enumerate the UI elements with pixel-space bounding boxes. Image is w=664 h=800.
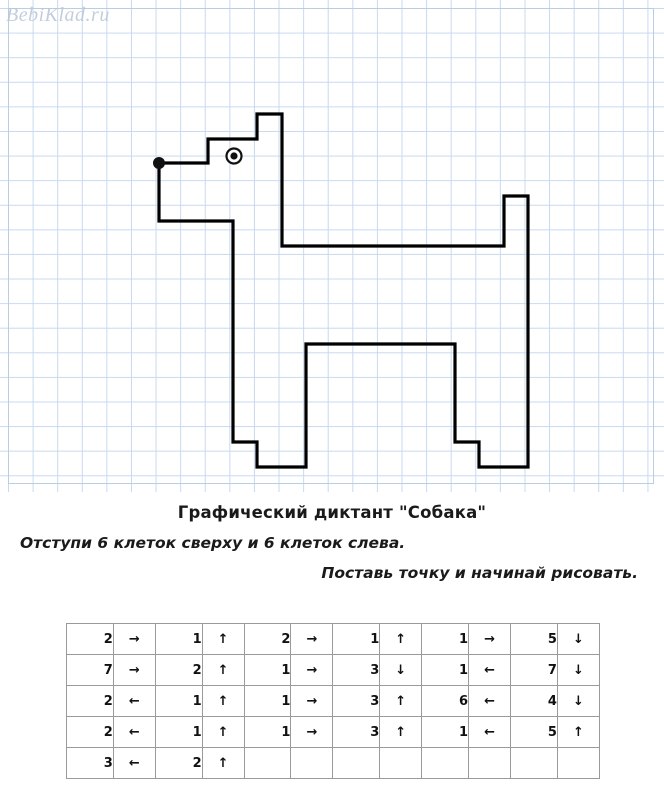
- step-count-cell: 5: [511, 624, 558, 655]
- arrow-down-icon: ↓: [557, 686, 599, 717]
- arrow-up-icon: ↑: [202, 655, 244, 686]
- empty-cell: [469, 748, 511, 779]
- step-count-cell: 4: [511, 686, 558, 717]
- step-count-cell: 3: [333, 655, 380, 686]
- table-row: [67, 624, 600, 655]
- empty-cell: [422, 748, 469, 779]
- step-count-cell: 3: [67, 748, 114, 779]
- step-count-cell: 1: [155, 624, 202, 655]
- arrow-left-icon: ←: [469, 686, 511, 717]
- step-count-cell: 3: [333, 717, 380, 748]
- empty-cell: [557, 748, 599, 779]
- arrow-left-icon: ←: [113, 686, 155, 717]
- table-row: [67, 686, 600, 717]
- step-count-cell: 1: [155, 686, 202, 717]
- step-count-cell: 1: [155, 717, 202, 748]
- arrow-left-icon: ←: [469, 717, 511, 748]
- eye-pupil: [230, 152, 237, 159]
- watermark-label: BebiKlad.ru: [6, 4, 110, 26]
- arrow-up-icon: ↑: [202, 717, 244, 748]
- step-count-cell: 2: [67, 717, 114, 748]
- step-count-cell: 3: [333, 686, 380, 717]
- table-row: [67, 655, 600, 686]
- steps-table-container: [66, 623, 600, 779]
- table-row: [67, 717, 600, 748]
- step-count-cell: 1: [422, 655, 469, 686]
- caption-block: [0, 495, 664, 582]
- step-count-cell: 2: [155, 655, 202, 686]
- step-count-cell: 1: [244, 717, 291, 748]
- empty-cell: [380, 748, 422, 779]
- arrow-down-icon: ↓: [557, 655, 599, 686]
- step-count-cell: 1: [422, 717, 469, 748]
- arrow-up-icon: ↑: [380, 624, 422, 655]
- arrow-right-icon: →: [291, 655, 333, 686]
- step-count-cell: 7: [67, 655, 114, 686]
- arrow-left-icon: ←: [113, 717, 155, 748]
- step-count-cell: 2: [67, 624, 114, 655]
- step-count-cell: 1: [244, 686, 291, 717]
- step-count-cell: 2: [67, 686, 114, 717]
- dictation-steps-table: [66, 623, 600, 779]
- dog-outline-path: [159, 114, 528, 467]
- arrow-right-icon: →: [291, 624, 333, 655]
- arrow-right-icon: →: [291, 686, 333, 717]
- empty-cell: [333, 748, 380, 779]
- step-count-cell: 2: [155, 748, 202, 779]
- arrow-down-icon: ↓: [380, 655, 422, 686]
- start-point-dot: [153, 157, 165, 169]
- empty-cell: [244, 748, 291, 779]
- step-count-cell: 1: [422, 624, 469, 655]
- arrow-up-icon: ↑: [202, 686, 244, 717]
- arrow-left-icon: ←: [469, 655, 511, 686]
- arrow-down-icon: ↓: [557, 624, 599, 655]
- arrow-right-icon: →: [113, 624, 155, 655]
- step-count-cell: 6: [422, 686, 469, 717]
- empty-cell: [291, 748, 333, 779]
- arrow-up-icon: ↑: [202, 624, 244, 655]
- table-row: [67, 748, 600, 779]
- arrow-up-icon: ↑: [557, 717, 599, 748]
- empty-cell: [511, 748, 558, 779]
- instruction-line-1: Отступи 6 клеток сверху и 6 клеток слева.: [20, 534, 406, 552]
- step-count-cell: 1: [333, 624, 380, 655]
- page-title: Графический диктант "Собака": [177, 503, 487, 522]
- step-count-cell: 1: [244, 655, 291, 686]
- step-count-cell: 7: [511, 655, 558, 686]
- arrow-up-icon: ↑: [202, 748, 244, 779]
- arrow-right-icon: →: [291, 717, 333, 748]
- arrow-up-icon: ↑: [380, 717, 422, 748]
- arrow-up-icon: ↑: [380, 686, 422, 717]
- instruction-line-2: Поставь точку и начинай рисовать.: [321, 564, 638, 582]
- step-count-cell: 5: [511, 717, 558, 748]
- arrow-right-icon: →: [113, 655, 155, 686]
- arrow-right-icon: →: [469, 624, 511, 655]
- arrow-left-icon: ←: [113, 748, 155, 779]
- step-count-cell: 2: [244, 624, 291, 655]
